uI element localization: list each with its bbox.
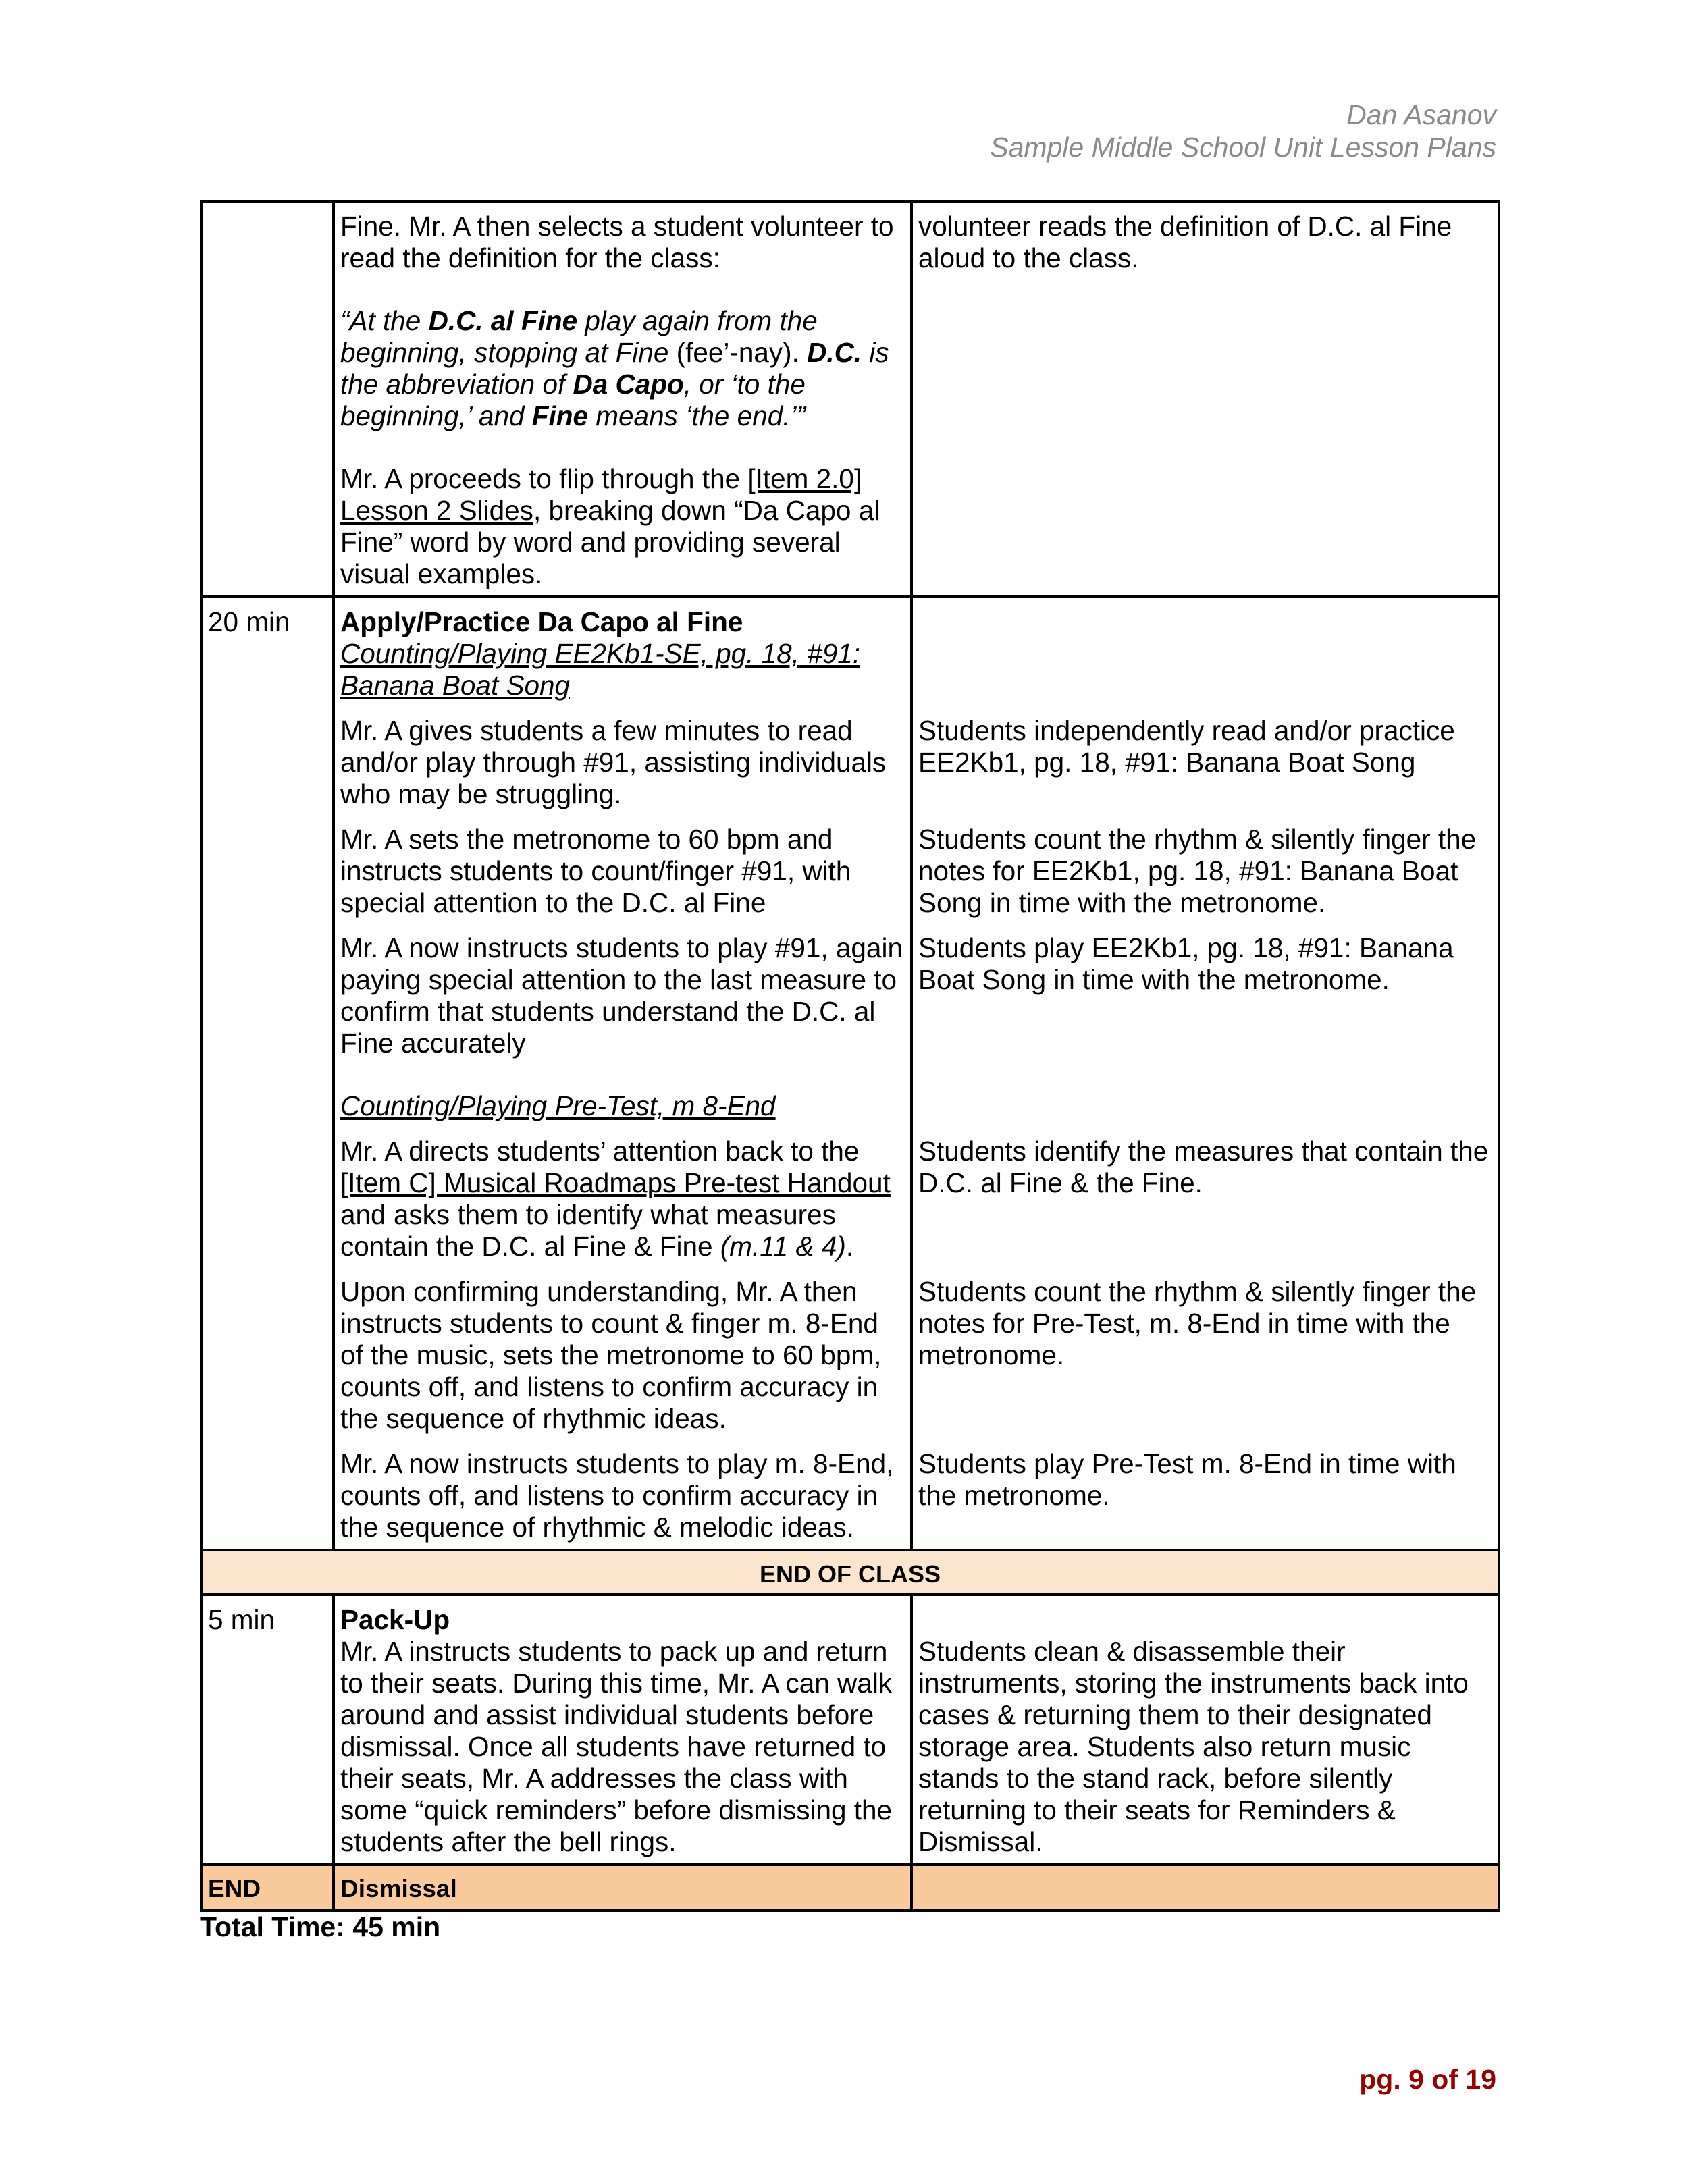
table-row-apply-header [201, 597, 1499, 707]
table-row-step-5 [201, 1268, 1499, 1440]
teacher-text: Fine. Mr. A then selects a student volunteer to read the definition for the class: [340, 211, 894, 273]
pretest-handout-link[interactable]: [Item C] Musical Roadmaps Pre-test Handout [340, 1167, 891, 1198]
table-row-packup [201, 1595, 1499, 1865]
page-number: pg. 9 of 19 [1359, 2064, 1496, 2095]
lesson-plan-table [200, 200, 1500, 1912]
student-cell: Students play Pre-Test m. 8-End in time with the metronome. [912, 1440, 1499, 1550]
teacher-cell: Mr. A directs students’ attention back to the [Item C] Musical Roadmaps Pre-test Handout and asks them to identify what measures contain the D.C. al Fine & Fine (m.11 & 4). [334, 1127, 912, 1268]
student-cell [912, 1865, 1499, 1911]
time-cell-packup: 5 min [201, 1595, 334, 1865]
end-of-class-band: END OF CLASS [201, 1550, 1499, 1595]
lesson-2-slides-link[interactable]: [Item 2.0] Lesson 2 Slides [340, 463, 862, 526]
table-row-step-4 [201, 1127, 1499, 1268]
teacher-cell: Mr. A sets the metronome to 60 bpm and instructs students to count/finger #91, with special attention to the D.C. al Fine [334, 816, 912, 924]
student-cell: volunteer reads the definition of D.C. al Fine aloud to the class. [912, 201, 1499, 597]
student-cell: Students independently read and/or practice EE2Kb1, pg. 18, #91: Banana Boat Song [912, 707, 1499, 816]
packup-teacher-text: Mr. A instructs students to pack up and return to their seats. During this time, Mr. A can walk around and assist individual students before dismissal. Once all students have returned to their seats, Mr. A addresses the class with some “quick reminders” before dismissing the students after the bell rings. [340, 1636, 893, 1857]
student-cell: Students count the rhythm & silently finger the notes for EE2Kb1, pg. 18, #91: Banana Boat Song in time with the metronome. [912, 816, 1499, 924]
teacher-cell: Upon confirming understanding, Mr. A then instructs students to count & finger m. 8-End of the music, sets the metronome to 60 bpm, counts off, and listens to confirm accuracy in the sequence of rhythmic ideas. [334, 1268, 912, 1440]
packup-student-text: Students clean & disassemble their instruments, storing the instruments back into cases & returning them to their designated storage area. Students also return music stands to the stand rack, before silently returning to their seats for Reminders & Dismissal. [918, 1636, 1469, 1857]
pretest-subtitle: Counting/Playing Pre-Test, m 8-End [340, 1090, 776, 1121]
student-cell: Students count the rhythm & silently finger the notes for Pre-Test, m. 8-End in time with the metronome. [912, 1268, 1499, 1440]
table-row-intro [201, 201, 1499, 597]
header-doc-title: Sample Middle School Unit Lesson Plans [990, 132, 1496, 163]
total-time: Total Time: 45 min [200, 1911, 441, 1942]
apply-title-cell [334, 597, 912, 707]
apply-title: Apply/Practice Da Capo al Fine [340, 606, 743, 637]
packup-title: Pack-Up [340, 1604, 450, 1635]
teacher-cell: Mr. A now instructs students to play m. 8-End, counts off, and listens to confirm accuracy in the sequence of rhythmic & melodic ideas. [334, 1440, 912, 1550]
student-cell [912, 597, 1499, 707]
time-cell [201, 201, 334, 597]
teacher-cell: Mr. A gives students a few minutes to read and/or play through #91, assisting individuals who may be struggling. [334, 707, 912, 816]
slides-text: Mr. A proceeds to flip through the [Item 2.0] Lesson 2 Slides, breaking down “Da Capo al Fine” word by word and providing several visual examples. [340, 463, 880, 589]
table-row-step-2 [201, 816, 1499, 924]
table-row-end [201, 1865, 1499, 1911]
table-row-step-6 [201, 1440, 1499, 1550]
time-cell-apply: 20 min [201, 597, 334, 1550]
teacher-cell: Mr. A now instructs students to play #91, again paying special attention to the last measure to confirm that students understand the D.C. al Fine accurately Counting/Playing Pre-Test, m 8-End [334, 924, 912, 1127]
table-row-end-of-class [201, 1550, 1499, 1595]
table-row-step-3 [201, 924, 1499, 1127]
time-cell-end: END [201, 1865, 334, 1911]
student-cell: Students identify the measures that contain the D.C. al Fine & the Fine. [912, 1127, 1499, 1268]
dismissal-label: Dismissal [334, 1865, 912, 1911]
definition-quote: “At the D.C. al Fine play again from the beginning, stopping at Fine (fee’-nay). D.C. is the abbreviation of Da Capo, or ‘to the beginning,’ and Fine means ‘the end.’” [340, 305, 889, 431]
table-row-step-1 [201, 707, 1499, 816]
student-cell: Students play EE2Kb1, pg. 18, #91: Banana Boat Song in time with the metronome. [912, 924, 1499, 1127]
teacher-cell [334, 1595, 912, 1865]
apply-subtitle: Counting/Playing EE2Kb1-SE, pg. 18, #91: Banana Boat Song [340, 638, 861, 701]
header-author: Dan Asanov [1346, 99, 1496, 130]
teacher-cell [334, 201, 912, 597]
student-cell [912, 1595, 1499, 1865]
